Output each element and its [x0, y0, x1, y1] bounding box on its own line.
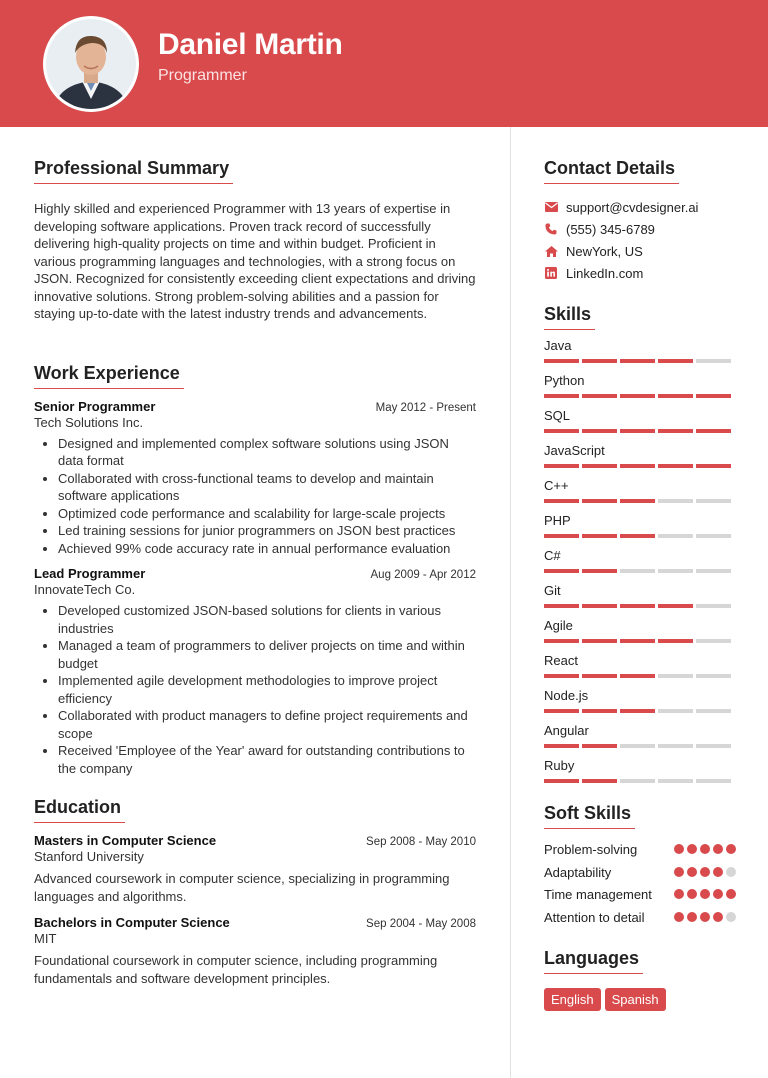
main-column	[34, 158, 476, 987]
soft-skills-list	[544, 841, 736, 926]
soft-skill-item	[544, 864, 736, 882]
skill-level-segment	[658, 639, 693, 643]
skill-name: C++	[544, 478, 569, 493]
skill-level-bar	[544, 464, 736, 468]
skill-level-segment	[696, 709, 731, 713]
skill-name: Node.js	[544, 688, 589, 703]
skill-level-segment	[582, 464, 617, 468]
contact-list	[544, 196, 736, 284]
skill-level-segment	[696, 429, 731, 433]
skill-item	[544, 441, 736, 468]
rating-dot	[713, 867, 723, 877]
skill-level-segment	[658, 359, 693, 363]
bullet-item: • Optimized code performance and scalability for large-scale projects	[58, 505, 476, 523]
skill-level-segment	[658, 674, 693, 678]
skill-level-segment	[582, 709, 617, 713]
soft-skill-rating	[674, 867, 736, 877]
skill-level-segment	[620, 639, 655, 643]
summary-text: Highly skilled and experienced Programmer with 13 years of expertise in developing software applications. Proven track record of successfully delivering high-quality projects on time and within budget. Proficient in various programming languages and technologies, with a strong focus on JSON. Recognized for consistently exceeding client expectations and driving innovative solutions. Strong problem-solving abilities and a passion for staying up-to-date with the latest industry trends and advancements.	[34, 201, 476, 321]
skill-name: PHP	[544, 513, 571, 528]
skill-name: C#	[544, 548, 561, 563]
email-text: support@cvdesigner.ai	[566, 199, 699, 215]
rating-dot	[687, 889, 697, 899]
skill-level-segment	[696, 744, 731, 748]
skill-level-bar	[544, 674, 736, 678]
skill-item	[544, 371, 736, 398]
skill-level-bar	[544, 569, 736, 573]
rating-dot	[713, 844, 723, 854]
candidate-title: Programmer	[158, 67, 247, 84]
rating-dot	[713, 889, 723, 899]
skill-item	[544, 616, 736, 643]
education-description: Advanced coursework in computer science, specializing in programming languages and algorithms.	[34, 871, 450, 904]
skill-level-segment	[582, 394, 617, 398]
skill-level-segment	[582, 499, 617, 503]
header-banner	[0, 0, 768, 127]
education-entry	[34, 915, 476, 987]
skill-level-segment	[620, 674, 655, 678]
skill-level-segment	[696, 394, 731, 398]
skill-level-segment	[544, 604, 579, 608]
bullet-item: • Implemented agile development methodologies to improve project efficiency	[58, 672, 476, 707]
skill-level-segment	[582, 569, 617, 573]
skill-level-segment	[620, 394, 655, 398]
skill-name: React	[544, 653, 578, 668]
bullet-item: • Collaborated with cross-functional teams to develop and maintain software applications	[58, 470, 476, 505]
skill-level-segment	[620, 569, 655, 573]
skill-name: Git	[544, 583, 561, 598]
skill-level-segment	[696, 464, 731, 468]
school-name: Stanford University	[34, 849, 144, 864]
skill-level-segment	[620, 779, 655, 783]
language-badge: English	[544, 988, 601, 1011]
skill-item	[544, 476, 736, 503]
job-bullets	[34, 602, 476, 777]
linkedin-text: LinkedIn.com	[566, 265, 644, 281]
location-text: NewYork, US	[566, 243, 643, 259]
skills-heading: Skills	[544, 304, 595, 330]
skill-level-segment	[544, 394, 579, 398]
soft-skill-item	[544, 909, 736, 927]
rating-dot	[713, 912, 723, 922]
skill-level-segment	[582, 359, 617, 363]
rating-dot	[687, 912, 697, 922]
contact-phone[interactable]	[544, 218, 736, 240]
bullet-item: • Managed a team of programmers to deliver projects on time and within budget	[58, 637, 476, 672]
skill-name: Angular	[544, 723, 589, 738]
skill-name: Java	[544, 338, 572, 353]
skill-item	[544, 336, 736, 363]
rating-dot	[674, 912, 684, 922]
soft-skill-rating	[674, 912, 736, 922]
rating-dot	[700, 867, 710, 877]
skill-level-segment	[696, 674, 731, 678]
linkedin-icon	[544, 266, 558, 280]
skill-level-segment	[658, 604, 693, 608]
skill-name: Agile	[544, 618, 573, 633]
job-dates: Aug 2009 - Apr 2012	[370, 569, 476, 581]
skill-level-segment	[620, 744, 655, 748]
skill-item	[544, 756, 736, 783]
skill-level-bar	[544, 779, 736, 783]
rating-dot	[674, 867, 684, 877]
skill-level-segment	[658, 499, 693, 503]
rating-dot	[674, 889, 684, 899]
skill-level-segment	[620, 709, 655, 713]
skill-level-segment	[582, 674, 617, 678]
skill-level-segment	[658, 464, 693, 468]
education-dates: Sep 2004 - May 2008	[366, 918, 476, 930]
skill-item	[544, 651, 736, 678]
skill-level-segment	[544, 499, 579, 503]
skill-level-bar	[544, 499, 736, 503]
skill-level-bar	[544, 429, 736, 433]
rating-dot	[726, 889, 736, 899]
rating-dot	[674, 844, 684, 854]
phone-icon	[544, 222, 558, 236]
skill-level-bar	[544, 709, 736, 713]
skill-item	[544, 546, 736, 573]
soft-skill-name: Adaptability	[544, 864, 612, 880]
skill-level-segment	[620, 429, 655, 433]
envelope-icon	[544, 200, 558, 214]
skill-level-segment	[544, 744, 579, 748]
skill-level-segment	[658, 394, 693, 398]
soft-skill-name: Attention to detail	[544, 909, 645, 925]
skill-level-bar	[544, 639, 736, 643]
rating-dot	[726, 844, 736, 854]
skill-name: Ruby	[544, 758, 575, 773]
soft-skills-heading: Soft Skills	[544, 803, 635, 829]
skill-level-segment	[696, 779, 731, 783]
skill-level-segment	[696, 534, 731, 538]
job-dates: May 2012 - Present	[375, 401, 476, 414]
skill-level-segment	[620, 604, 655, 608]
contact-heading: Contact Details	[544, 158, 679, 184]
rating-dot	[700, 889, 710, 899]
language-badge: Spanish	[605, 988, 666, 1011]
soft-skill-item	[544, 841, 736, 859]
skill-level-bar	[544, 534, 736, 538]
skills-list	[544, 336, 736, 783]
rating-dot	[687, 844, 697, 854]
skill-name: JavaScript	[544, 443, 605, 458]
phone-text: (555) 345-6789	[566, 221, 655, 237]
education-dates: Sep 2008 - May 2010	[366, 836, 476, 848]
work-list	[34, 399, 476, 778]
degree-title: Bachelors in Computer Science	[34, 915, 230, 930]
education-heading: Education	[34, 797, 125, 823]
skill-level-segment	[544, 429, 579, 433]
skill-level-segment	[696, 604, 731, 608]
rating-dot	[700, 844, 710, 854]
skill-level-bar	[544, 359, 736, 363]
rating-dot	[726, 867, 736, 877]
rating-dot	[726, 912, 736, 922]
skill-level-segment	[582, 779, 617, 783]
soft-skill-rating	[674, 889, 736, 899]
skill-level-segment	[620, 534, 655, 538]
skill-level-segment	[620, 464, 655, 468]
contact-email[interactable]	[544, 196, 736, 218]
skill-level-segment	[658, 744, 693, 748]
job-company: Tech Solutions Inc.	[34, 414, 144, 430]
rating-dot	[687, 867, 697, 877]
skill-item	[544, 406, 736, 433]
job-title: Lead Programmer	[34, 566, 146, 581]
bullet-item: • Achieved 99% code accuracy rate in annual performance evaluation	[58, 540, 476, 558]
skill-level-bar	[544, 604, 736, 608]
job-entry	[34, 566, 476, 777]
degree-title: Masters in Computer Science	[34, 833, 217, 848]
skill-level-segment	[544, 779, 579, 783]
skill-level-segment	[582, 534, 617, 538]
skill-level-segment	[544, 359, 579, 363]
education-description: Foundational coursework in computer science, including programming fundamentals and software development principles.	[34, 953, 438, 986]
soft-skill-item	[544, 886, 736, 904]
skill-level-segment	[696, 639, 731, 643]
candidate-name: Daniel Martin	[158, 28, 343, 61]
bullet-item: • Designed and implemented complex software solutions using JSON data format	[58, 435, 476, 470]
skill-level-bar	[544, 394, 736, 398]
skill-level-segment	[658, 534, 693, 538]
work-heading: Work Experience	[34, 363, 184, 389]
skill-item	[544, 581, 736, 608]
home-icon	[544, 244, 558, 258]
skill-level-segment	[696, 499, 731, 503]
skill-level-segment	[696, 569, 731, 573]
skill-level-segment	[544, 674, 579, 678]
skill-level-segment	[544, 709, 579, 713]
skill-level-segment	[620, 359, 655, 363]
skill-item	[544, 686, 736, 713]
contact-location	[544, 240, 736, 262]
skill-level-segment	[658, 709, 693, 713]
skill-level-segment	[582, 744, 617, 748]
job-entry	[34, 399, 476, 558]
rating-dot	[700, 912, 710, 922]
soft-skill-name: Problem-solving	[544, 842, 638, 857]
skill-level-segment	[544, 639, 579, 643]
school-name: MIT	[34, 931, 57, 946]
bullet-item: • Received 'Employee of the Year' award for outstanding contributions to the company	[58, 742, 476, 777]
skill-level-segment	[544, 534, 579, 538]
skill-level-segment	[620, 499, 655, 503]
bullet-item: • Developed customized JSON-based solutions for clients in various industries	[58, 602, 476, 637]
bullet-item: • Led training sessions for junior programmers on JSON best practices	[58, 522, 476, 540]
skill-level-segment	[582, 429, 617, 433]
skill-level-segment	[658, 779, 693, 783]
skill-name: SQL	[544, 408, 571, 423]
job-bullets	[34, 435, 476, 558]
skill-item	[544, 721, 736, 748]
skill-level-segment	[658, 429, 693, 433]
soft-skill-rating	[674, 844, 736, 854]
job-company: InnovateTech Co.	[34, 582, 136, 597]
skill-level-segment	[544, 569, 579, 573]
skill-name: Python	[544, 373, 585, 388]
languages-heading: Languages	[544, 948, 643, 974]
side-column	[544, 158, 736, 1011]
skill-item	[544, 511, 736, 538]
skill-level-bar	[544, 744, 736, 748]
summary-heading: Professional Summary	[34, 158, 233, 184]
skill-level-segment	[696, 359, 731, 363]
contact-linkedin[interactable]	[544, 262, 736, 284]
education-entry	[34, 833, 476, 905]
skill-level-segment	[582, 604, 617, 608]
soft-skill-name: Time management	[544, 887, 652, 902]
profile-photo	[43, 16, 139, 112]
skill-level-segment	[582, 639, 617, 643]
column-divider	[510, 127, 511, 1078]
job-title: Senior Programmer	[34, 398, 156, 414]
skill-level-segment	[658, 569, 693, 573]
bullet-item: • Collaborated with product managers to define project requirements and scope	[58, 707, 476, 742]
skill-level-segment	[544, 464, 579, 468]
languages-list	[544, 988, 736, 1011]
